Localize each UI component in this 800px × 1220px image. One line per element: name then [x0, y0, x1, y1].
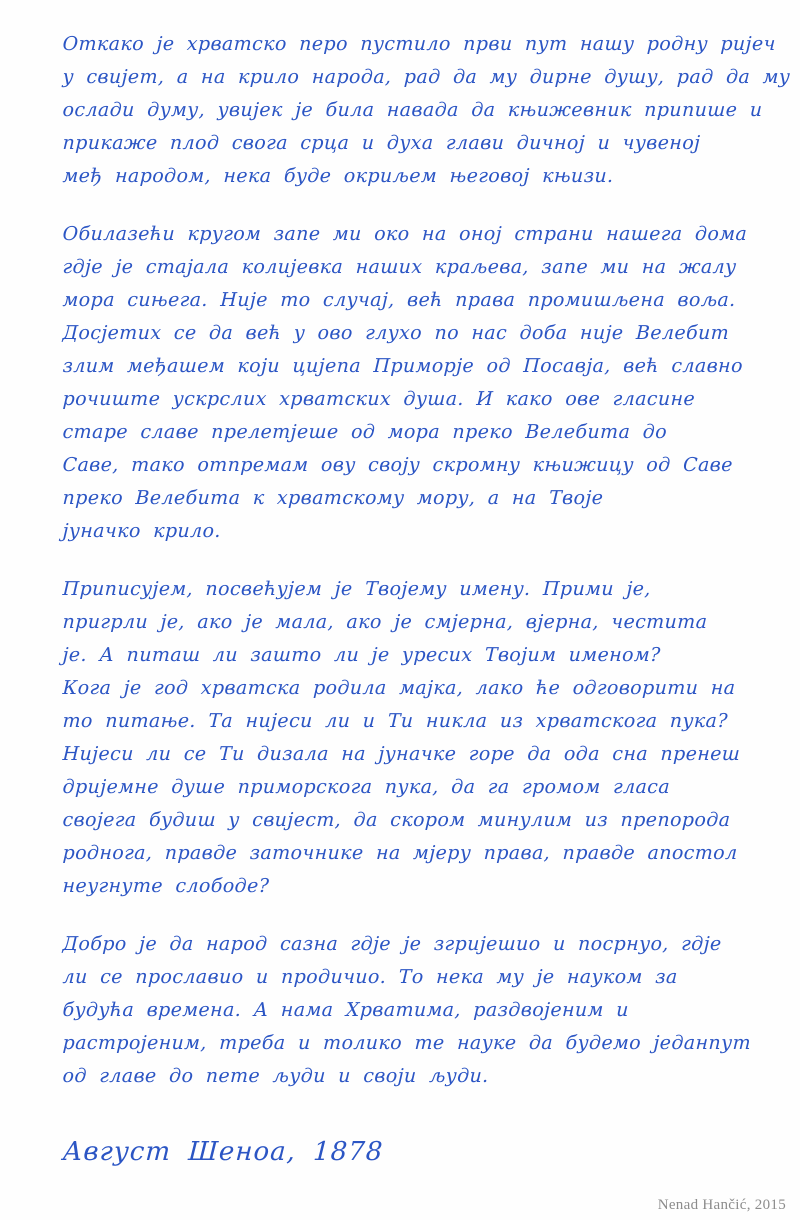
handwritten-line: Откако је хрватско перо пустило први пут нашу родну ријеч: [62, 33, 777, 55]
handwritten-line: дријемне душе приморскога пука, да га громом гласа: [62, 776, 671, 798]
handwritten-line: то питање. Та нијеси ли и Ти никла из хрватскога пука?: [62, 710, 729, 732]
handwritten-line: мора сињега. Није то случај, већ права промишљена воља.: [62, 289, 737, 311]
handwritten-line: будућа времена. А нама Хрватима, раздвојеним и: [62, 999, 630, 1021]
handwritten-line: Приписујем, посвећујем је Твојему имену. Прими је,: [62, 578, 652, 600]
handwritten-line: Досјетих се да већ у ово глухо по нас доба није Велебит: [62, 322, 730, 344]
handwritten-line: гдје је стајала колијевка наших краљева, запе ми на жалу: [62, 256, 737, 278]
paragraph: [62, 928, 752, 1093]
handwritten-line: Обилазећи кругом запе ми око на оној страни нашега дома: [62, 223, 748, 245]
signature: Август Шеноа, 1878: [62, 1137, 385, 1167]
handwritten-line: јуначко крило.: [62, 520, 222, 542]
handwritten-line: у свијет, а на крило народа, рад да му дирне душу, рад да му: [62, 66, 791, 88]
letter-body: [62, 28, 791, 1093]
handwritten-line: од главе до пете људи и своји људи.: [62, 1065, 490, 1087]
handwritten-line: је. А питаш ли зашто ли је уресих Твојим именом?: [62, 644, 662, 666]
handwritten-line: међ народом, нека буде окриљем његовој књизи.: [62, 165, 614, 187]
paragraph: [62, 218, 748, 548]
handwritten-line: неугнуте слободе?: [62, 875, 270, 897]
handwritten-line: пригрли је, ако је мала, ако је смјерна, вјерна, честита: [62, 611, 708, 633]
handwritten-line: рочиште ускрслих хрватских душа. И како ове гласине: [62, 388, 696, 410]
paragraph: [62, 573, 742, 903]
handwritten-line: ослади думу, увијек је била навада да књижевник припише и: [62, 99, 763, 121]
handwritten-line: старе славе прелетјеше од мора преко Велебита до: [62, 421, 668, 443]
handwritten-line: Кога је год хрватска родила мајка, лако ће одговорити на: [62, 677, 736, 699]
handwritten-line: својега будиш у свијест, да скором минулим из препорода: [62, 809, 731, 831]
handwritten-line: прикаже плод свога срца и духа глави дичној и чувеној: [62, 132, 701, 154]
handwritten-line: преко Велебита к хрватскому мору, а на Твоје: [62, 487, 604, 509]
handwritten-line: роднога, правде заточнике на мјеру права, правде апостол: [62, 842, 738, 864]
handwritten-line: растројеним, треба и толико те науке да будемо једанпут: [62, 1032, 752, 1054]
handwritten-line: Саве, тако отпремам ову своју скромну књижицу од Саве: [62, 454, 734, 476]
handwritten-line: Нијеси ли се Ти дизала на јуначке горе да ода сна пренеш: [62, 743, 741, 765]
handwritten-line: ли се прославио и продичио. То нека му је науком за: [62, 966, 679, 988]
handwritten-line: Добро је да народ сазна гдје је згријешио и посрнуо, гдје: [62, 933, 723, 955]
handwritten-line: злим међашем који цијепа Приморје од Посавја, већ славно: [62, 355, 744, 377]
paragraph: [62, 28, 791, 193]
credit-attribution: Nenad Hančić, 2015: [657, 1197, 786, 1213]
